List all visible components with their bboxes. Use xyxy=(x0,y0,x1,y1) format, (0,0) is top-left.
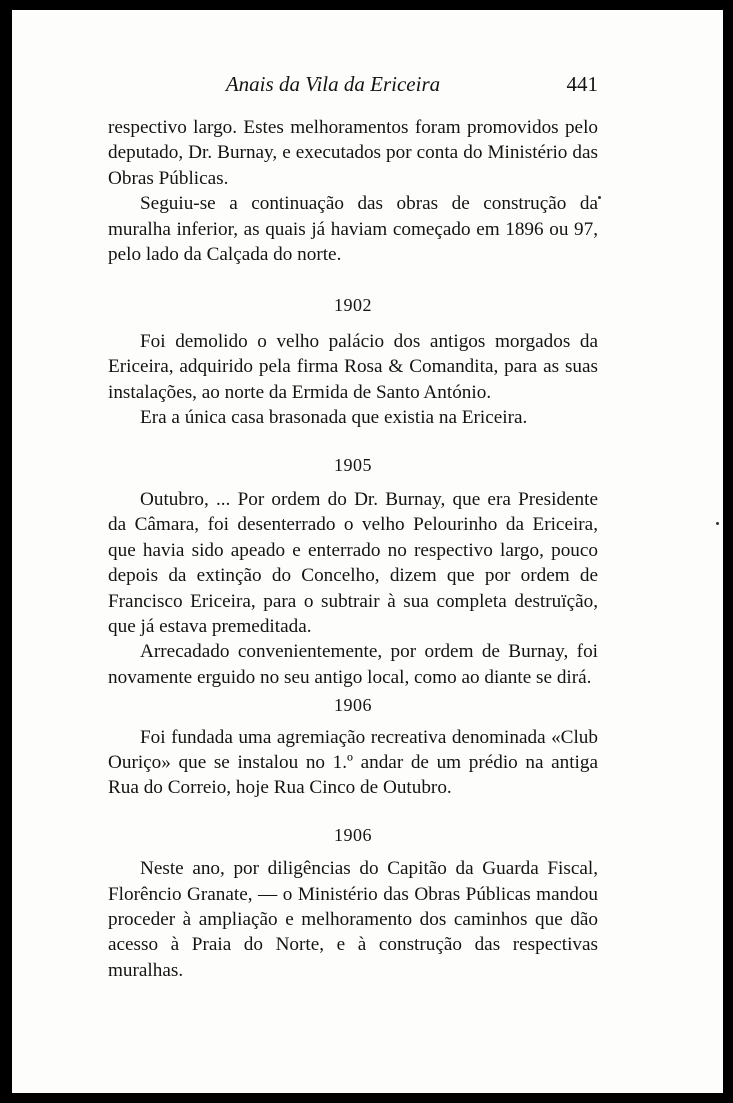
page-body xyxy=(108,115,598,983)
book-page xyxy=(12,10,723,1093)
paragraph: Seguiu-se a continuação das obras de construção da muralha inferior, as quais já haviam começado em 1896 ou 97, pelo lado da Calçada do norte. xyxy=(108,193,598,266)
year-heading-1902: 1902 xyxy=(334,295,372,316)
running-title: Anais da Vila da Ericeira xyxy=(225,72,441,96)
year-heading-1906: 1906 xyxy=(334,695,372,716)
paper-speck xyxy=(598,196,601,199)
paragraph: Foi fundada uma agremiação recreativa denominada «Club Ouriço» que se instalou no 1.º andar de um prédio na antiga Rua do Correio, hoje Rua Cinco de Outubro. xyxy=(108,726,598,799)
page-number: 441 xyxy=(566,72,598,96)
paragraph: Era a única casa brasonada que existia na Ericeira. xyxy=(140,407,528,429)
paper-speck xyxy=(716,522,719,525)
year-heading-1905: 1905 xyxy=(334,455,372,476)
paragraph: Arrecadado convenientemente, por ordem de Burnay, foi novamente erguido no seu antigo local, como ao diante se dirá. xyxy=(108,641,598,688)
paragraph: Foi demolido o velho palácio dos antigos morgados da Ericeira, adquirido pela firma Rosa & Comandita, para as suas instalações, ao norte da Ermida de Santo António. xyxy=(108,330,598,403)
paragraph-continuation: respectivo largo. Estes melhoramentos foram promovidos pelo deputado, Dr. Burnay, e executados por conta do Ministério das Obras Públicas. xyxy=(108,117,598,189)
page-header xyxy=(108,72,598,102)
paragraph: Outubro, ... Por ordem do Dr. Burnay, que era Presidente da Câmara, foi desenterrado o velho Pelourinho da Ericeira, que havia sido apeado e enterrado no respectivo largo, pouco depois da extinção do Concelho, dizem que por ordem de Francisco Ericeira, para o subtrair à sua completa destruïção, que já estava premeditada. xyxy=(108,488,598,637)
paragraph: Neste ano, por diligências do Capitão da Guarda Fiscal, Florêncio Granate, — o Ministério das Obras Públicas mandou proceder à ampliação e melhoramento dos caminhos que dão acesso à Praia do Norte, e à construção das respectivas muralhas. xyxy=(108,858,598,981)
year-heading-1906-second: 1906 xyxy=(334,824,372,845)
